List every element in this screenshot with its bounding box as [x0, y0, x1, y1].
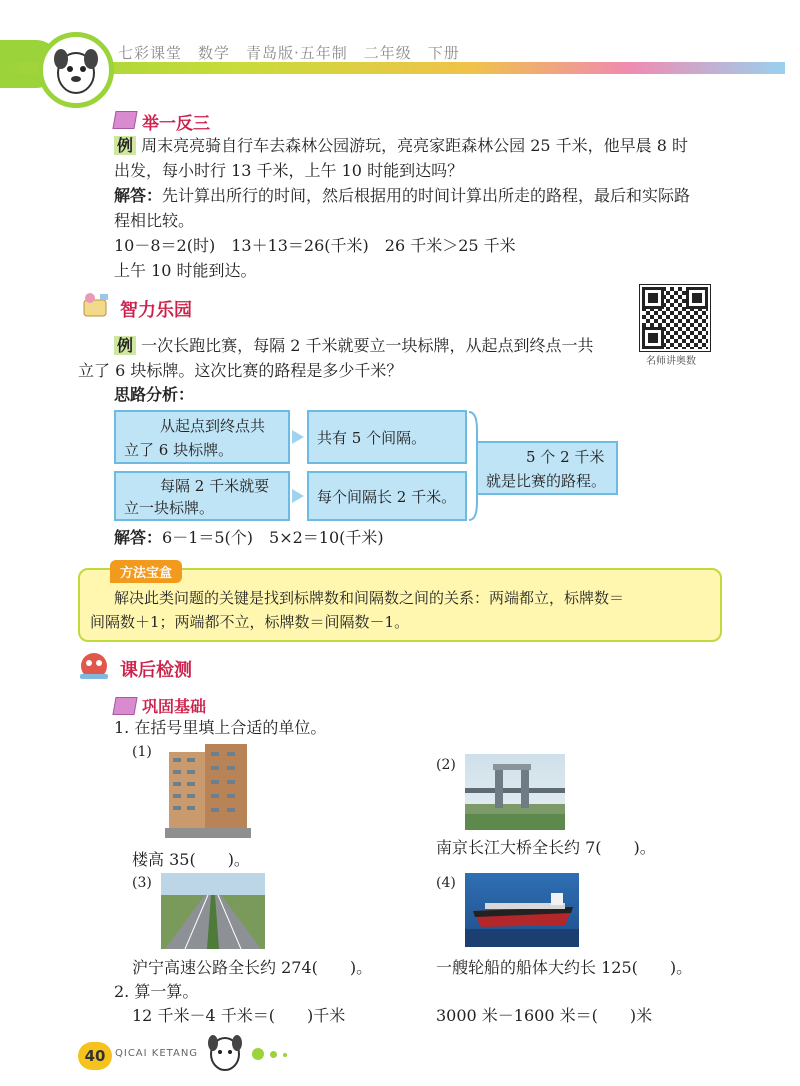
- puzzle-icon: [78, 290, 112, 320]
- conclusion: 上午 10 时能到达。: [114, 261, 257, 280]
- bridge-image: [465, 754, 565, 830]
- picture-caption: 一艘轮船的船体大约长 125( )。: [436, 958, 693, 977]
- flow-text: 5 个 2 千米: [526, 448, 605, 466]
- header-title: 七彩课堂 数学 青岛版·五年制 二年级 下册: [118, 44, 460, 62]
- picture-number: (2): [436, 757, 456, 773]
- section-heading-2: 智力乐园: [120, 300, 192, 321]
- highway-image: [161, 873, 265, 949]
- checkup-icon: [76, 648, 112, 682]
- dot-decoration: [283, 1053, 287, 1057]
- answer-label: 解答：: [114, 186, 163, 205]
- answer-text: 6－1＝5(个) 5×2＝10(千米): [162, 528, 384, 547]
- section-heading-1: 举一反三: [142, 114, 210, 134]
- question-line: 立了 6 块标牌。这次比赛的路程是多少千米？: [78, 361, 403, 380]
- dot-decoration: [252, 1048, 264, 1060]
- example-tag: 例: [114, 336, 136, 355]
- flow-box-3: [114, 471, 290, 521]
- ship-image: [465, 873, 579, 947]
- dot-decoration: [270, 1051, 277, 1058]
- arrow-icon: [292, 489, 304, 503]
- picture-number: (1): [132, 744, 152, 760]
- book-icon: [112, 697, 137, 715]
- calc-problem: 3000 米－1600 米＝( )米: [436, 1006, 653, 1025]
- flow-box-2: 共有 5 个间隔。: [307, 410, 467, 464]
- question-line: 周末亮亮骑自行车去森林公园游玩，亮亮家距森林公园 25 千米，他早晨 8 时: [141, 136, 688, 155]
- question-line: 出发，每小时行 13 千米，上午 10 时能到达吗？: [114, 161, 464, 180]
- question-2: 2. 算一算。: [114, 982, 199, 1001]
- page-number: 40: [78, 1042, 112, 1070]
- qr-code[interactable]: [640, 285, 710, 351]
- answer-line: [114, 186, 690, 206]
- book-icon: [112, 111, 137, 129]
- example-question-2: [114, 336, 593, 356]
- answer-line: 程相比较。: [114, 211, 195, 230]
- mascot-icon: [38, 32, 114, 108]
- section-heading-3: 课后检测: [120, 660, 192, 681]
- subsection-heading: 巩固基础: [142, 697, 207, 716]
- method-tag: 方法宝盒: [110, 560, 182, 583]
- flow-box-4: 每个间隔长 2 千米。: [307, 471, 467, 521]
- calculation: 10－8＝2(时) 13＋13＝26(千米) 26 千米＞25 千米: [114, 236, 516, 255]
- qr-caption: 名师讲奥数: [646, 356, 696, 367]
- flow-text: 就是比赛的路程。: [486, 472, 607, 490]
- building-image: [161, 744, 253, 840]
- question-line: 一次长跑比赛，每隔 2 千米就要立一块标牌，从起点到终点一共: [141, 336, 594, 355]
- method-line: 间隔数＋1；两端都不立，标牌数＝间隔数－1。: [90, 613, 410, 631]
- header-bar: [0, 62, 785, 74]
- picture-number: (4): [436, 875, 456, 891]
- question-1: 1. 在括号里填上合适的单位。: [114, 718, 327, 737]
- flow-box-1: [114, 410, 290, 464]
- flow-box-5: [476, 441, 618, 495]
- picture-caption: 楼高 35( )。: [132, 850, 250, 869]
- footer-brand: QICAI KETANG: [115, 1048, 199, 1059]
- answer-label: 解答：: [114, 528, 163, 547]
- method-line: 解决此类问题的关键是找到标牌数和间隔数之间的关系：两端都立，标牌数＝: [114, 589, 625, 607]
- flow-text: 每隔 2 千米就要: [160, 477, 270, 495]
- flow-text: 立一块标牌。: [124, 499, 215, 517]
- answer-text: 先计算出所行的时间，然后根据用的时间计算出所走的路程，最后和实际路: [162, 186, 691, 205]
- arrow-icon: [292, 430, 304, 444]
- example-question-1: [114, 136, 688, 156]
- flow-text: 从起点到终点共: [160, 417, 266, 435]
- calc-problem: 12 千米－4 千米＝( )千米: [132, 1006, 346, 1025]
- example-tag: 例: [114, 136, 136, 155]
- analysis-label: 思路分析：: [114, 385, 195, 404]
- picture-caption: 南京长江大桥全长约 7( )。: [436, 838, 656, 857]
- picture-number: (3): [132, 875, 152, 891]
- picture-caption: 沪宁高速公路全长约 274( )。: [132, 958, 373, 977]
- answer-line: [114, 528, 384, 548]
- mascot-icon: [200, 1030, 250, 1076]
- flow-text: 立了 6 块标牌。: [124, 441, 234, 459]
